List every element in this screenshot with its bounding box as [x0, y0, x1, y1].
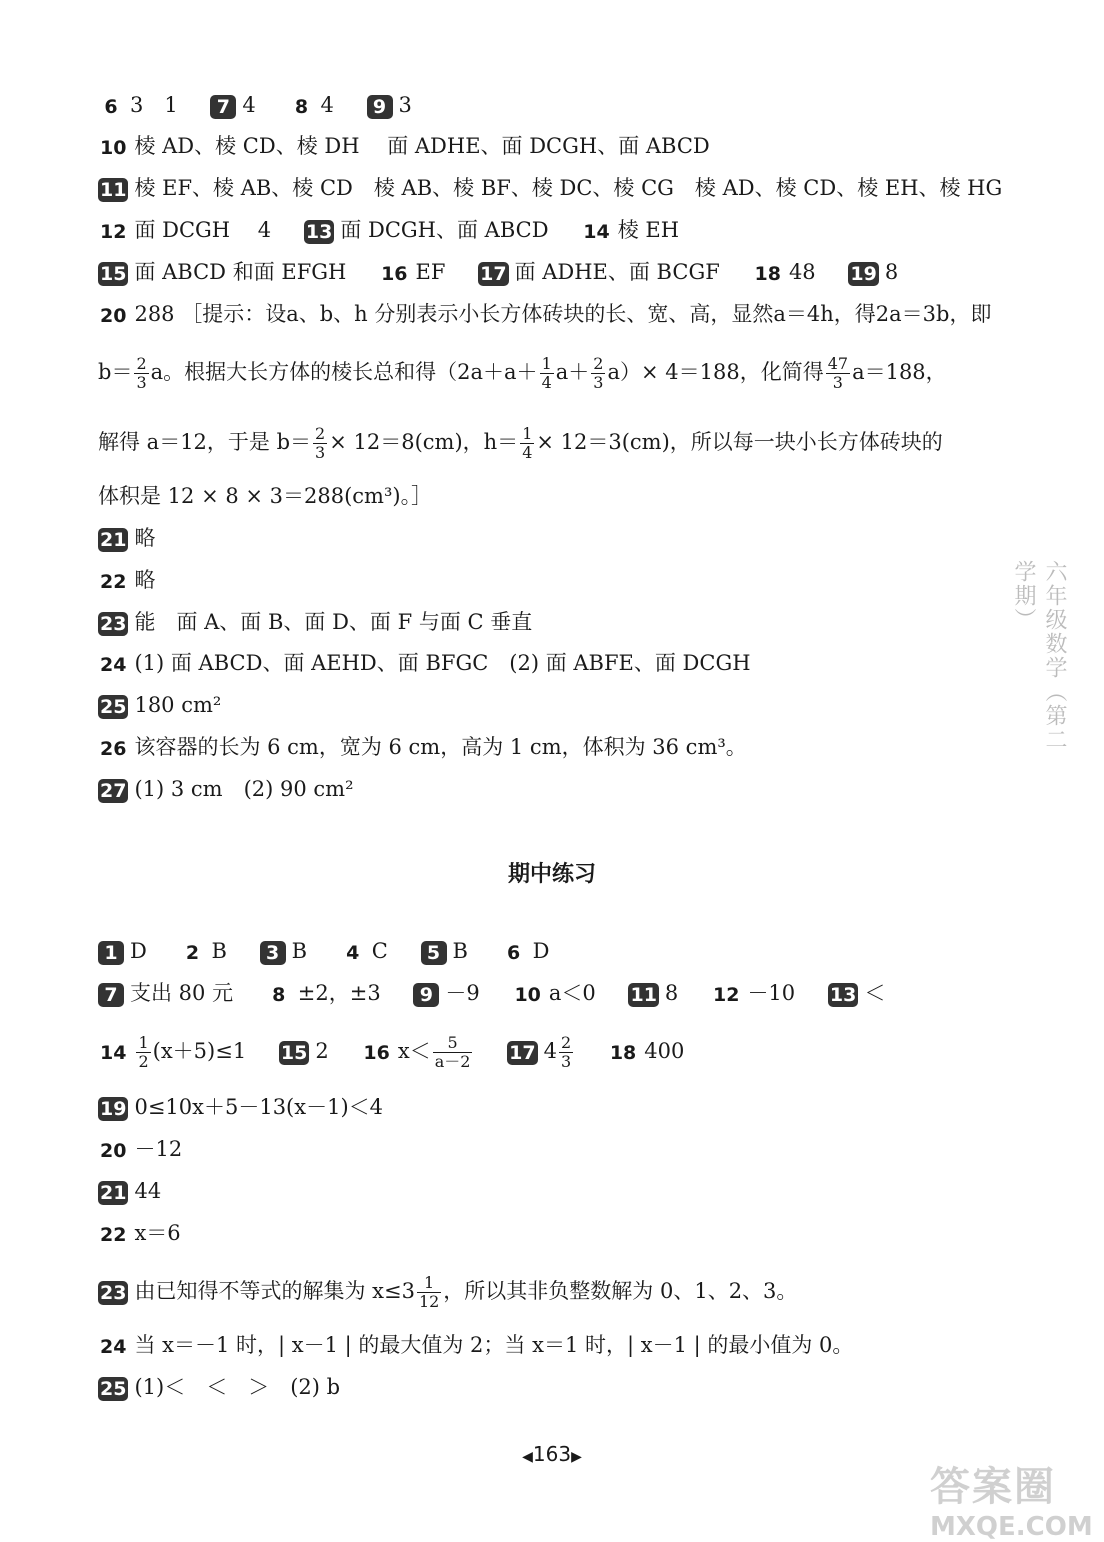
question-number: 4: [346, 941, 360, 964]
answer-text: 48: [788, 260, 816, 284]
answer-text: 略: [134, 568, 156, 592]
answer-line-m20: [98, 1134, 974, 1164]
section-title: 期中练习: [507, 862, 596, 887]
question-number-boxed: 27: [100, 779, 127, 802]
answer-line-27: [98, 774, 974, 804]
fraction: $\frac{2}{3}$: [593, 354, 604, 392]
question-number: 8: [272, 983, 286, 1006]
answer-text: 面 ADHE、面 BCGF: [514, 260, 720, 284]
answer-text: 3 1: [130, 93, 178, 117]
page-number-text: 163: [532, 1442, 572, 1466]
answer-text: (1) 3 cm (2) 90 cm²: [134, 777, 354, 801]
question-number-boxed: 23: [100, 612, 127, 635]
answer-text: －10: [747, 981, 796, 1005]
question-number: 22: [100, 570, 127, 593]
answer-text: ±2，±3: [297, 981, 381, 1005]
answer-text: (x＋5)≤1: [152, 1039, 247, 1063]
answer-text: 棱 EF、棱 AB、棱 CD 棱 AB、棱 BF、棱 DC、棱 CG 棱 AD、棱 CD、棱 EH、棱 HG: [134, 176, 1003, 200]
answer-line-m14-18: [98, 1034, 974, 1071]
question-number-boxed: 23: [100, 1281, 127, 1304]
answer-text: B: [291, 939, 308, 963]
question-number-boxed: 17: [480, 262, 507, 285]
answer-text: 0≤10x＋5－13(x－1)＜4: [134, 1095, 384, 1119]
watermark-logo: [930, 1455, 1100, 1542]
question-number: 2: [185, 941, 200, 964]
question-number: 20: [100, 304, 127, 327]
answer-text: (1) 面 ABCD、面 AEHD、面 BFGC (2) 面 ABFE、面 DCGH: [134, 651, 751, 675]
side-book-title: 六年级数学（第二学期）: [1011, 560, 1067, 752]
answer-line-m7-13: [98, 978, 974, 1008]
answer-text: －12: [134, 1137, 183, 1161]
answer-text: b＝: [98, 360, 133, 384]
answer-text: 棱 AD、棱 CD、棱 DH 面 ADHE、面 DCGH、面 ABCD: [134, 134, 710, 158]
answer-text: B: [211, 939, 227, 963]
answer-text: 180 cm²: [134, 693, 222, 717]
question-number: 24: [100, 1335, 127, 1358]
question-number: 26: [100, 737, 127, 760]
answer-text: 棱 EH: [617, 218, 680, 242]
answer-line-m23: [98, 1274, 974, 1311]
question-number-boxed: 7: [98, 983, 124, 1007]
answer-text: 400: [644, 1039, 685, 1063]
answer-line-m25: [98, 1372, 974, 1402]
answer-line-11: [98, 173, 1003, 203]
question-number: 20: [100, 1139, 127, 1162]
answer-text: a）× 4＝188，化简得: [607, 360, 824, 384]
answer-text: × 12＝3(cm)，所以每一块小长方体砖块的: [536, 430, 943, 454]
answer-text: 由已知得不等式的解集为 x≤3: [134, 1279, 415, 1303]
answer-text: a。根据大长方体的棱长总和得（2a＋a＋: [150, 360, 538, 384]
answer-line-15-19: [98, 257, 974, 287]
answer-text: 该容器的长为 6 cm，宽为 6 cm，高为 1 cm，体积为 36 cm³。: [134, 735, 747, 759]
answer-line-25: [98, 690, 974, 720]
answer-text: × 12＝8(cm)，h＝: [329, 430, 519, 454]
question-number: 6: [507, 941, 521, 964]
answer-text: D: [532, 939, 550, 963]
watermark-text: 答案圈: [930, 1464, 1056, 1510]
answer-text: 3: [398, 93, 412, 117]
fraction: $\frac{2}{3}$: [315, 424, 326, 462]
right-triangle-icon: ▶: [571, 1449, 582, 1465]
fraction: $\frac{1}{4}$: [522, 424, 533, 462]
fraction: $\frac{2}{3}$: [136, 354, 147, 392]
answer-text: 体积是 12 × 8 × 3＝288(cm³)。］: [98, 484, 433, 508]
left-triangle-icon: ◀: [522, 1449, 533, 1465]
watermark-url: MXQE.COM: [930, 1512, 1093, 1542]
answer-text: 面 DCGH 4: [134, 218, 272, 242]
answer-text: x＜: [397, 1039, 431, 1063]
question-number-boxed: 1: [98, 941, 124, 965]
answer-text: a＜0: [548, 981, 596, 1005]
question-number: 24: [100, 653, 127, 676]
question-number-boxed: 5: [421, 941, 447, 965]
question-number-boxed: 3: [260, 941, 286, 965]
question-number: 14: [583, 220, 610, 243]
answer-text: ，所以其非负整数解为 0、1、2、3。: [443, 1279, 798, 1303]
answer-text: a＋: [555, 360, 590, 384]
answer-line-m21: [98, 1176, 974, 1206]
answer-line-22: [98, 565, 974, 595]
answer-line-m22: [98, 1218, 974, 1248]
question-number-boxed: 7: [210, 95, 236, 119]
question-number-boxed: 25: [100, 1377, 127, 1400]
answer-text: 2: [315, 1039, 329, 1063]
question-number-boxed: 25: [100, 695, 127, 718]
question-number-boxed: 13: [305, 220, 333, 243]
answer-text: 能 面 A、面 B、面 D、面 F 与面 C 垂直: [134, 610, 533, 634]
answer-text: 面 DCGH、面 ABCD: [340, 218, 549, 242]
answer-line-m24: [98, 1330, 974, 1360]
question-number: 18: [609, 1041, 637, 1064]
answer-text: 8: [664, 981, 679, 1005]
question-number-boxed: 11: [100, 178, 127, 201]
answer-text: B: [452, 939, 468, 963]
answer-text: (1)＜ ＜ ＞ (2) b: [134, 1375, 341, 1399]
question-number-boxed: 13: [829, 983, 857, 1006]
answer-line-20a: [98, 299, 992, 329]
answer-line-26: [98, 732, 974, 762]
answer-text: D: [130, 939, 147, 963]
answer-line-20b: [98, 355, 974, 392]
question-number-boxed: 9: [413, 983, 439, 1007]
answer-text: 4: [543, 1039, 557, 1063]
question-number: 16: [363, 1041, 390, 1064]
answer-line-12-14: [98, 215, 974, 245]
answer-text: 解得 a＝12，于是 b＝: [98, 430, 312, 454]
question-number-boxed: 21: [100, 528, 127, 551]
question-number: 14: [100, 1041, 127, 1064]
answer-line-24: [98, 648, 974, 678]
answer-text: －9: [445, 981, 480, 1005]
answer-line-m19: [98, 1092, 974, 1122]
answer-text: 44: [134, 1179, 162, 1203]
answer-text: a＝188，: [852, 360, 947, 384]
fraction: $\frac{2}{3}$: [560, 1033, 572, 1071]
question-number: 10: [100, 136, 127, 159]
answer-text: EF: [415, 260, 446, 284]
question-number-boxed: 19: [850, 262, 877, 285]
answer-line-20d: [98, 481, 974, 511]
answer-line-m1-6: [98, 936, 974, 966]
question-number-boxed: 9: [367, 95, 393, 119]
question-number-boxed: 15: [100, 262, 127, 285]
answer-text: 4: [242, 93, 256, 117]
question-number-boxed: 19: [100, 1097, 127, 1120]
question-number-boxed: 21: [100, 1181, 127, 1204]
question-number-boxed: 15: [280, 1041, 308, 1064]
answer-line-20c: [98, 425, 974, 462]
answer-text: x＝6: [134, 1221, 181, 1245]
question-number: 16: [381, 262, 408, 285]
question-number-boxed: 17: [509, 1041, 536, 1064]
answer-text: 8: [884, 260, 899, 284]
question-number: 12: [100, 220, 127, 243]
question-number: 8: [294, 95, 309, 118]
fraction: $\frac{1}{2}$: [138, 1033, 149, 1071]
answer-text: 支出 80 元: [130, 981, 234, 1005]
answer-text: 略: [134, 526, 156, 550]
fraction: $\frac{47}{3}$: [827, 354, 849, 392]
question-number: 10: [514, 983, 541, 1006]
answer-line-6-9: [98, 90, 974, 120]
answer-text: ＜: [864, 981, 886, 1005]
answer-line-23: [98, 607, 974, 637]
answer-line-10: [98, 131, 974, 161]
answer-text: 4: [320, 93, 334, 117]
answer-line-21: [98, 523, 974, 553]
question-number-boxed: 11: [630, 983, 657, 1006]
answer-text: C: [371, 939, 388, 963]
answer-text: 当 x＝－1 时，| x－1 | 的最大值为 2；当 x＝1 时，| x－1 | 的最小值为 0。: [134, 1333, 854, 1357]
question-number: 6: [104, 95, 118, 118]
question-number: 18: [754, 262, 781, 285]
fraction: $\frac{1}{4}$: [541, 354, 552, 392]
fraction: $\frac{5}{a-2}$: [434, 1033, 471, 1071]
question-number: 22: [100, 1223, 127, 1246]
answer-text: 面 ABCD 和面 EFGH: [134, 260, 347, 284]
question-number: 12: [712, 983, 740, 1006]
fraction: $\frac{1}{12}$: [418, 1273, 440, 1311]
answer-text: 288 ［提示：设a、b、h 分别表示小长方体砖块的长、宽、高，显然a＝4h，得2a＝3b，即: [134, 302, 992, 326]
